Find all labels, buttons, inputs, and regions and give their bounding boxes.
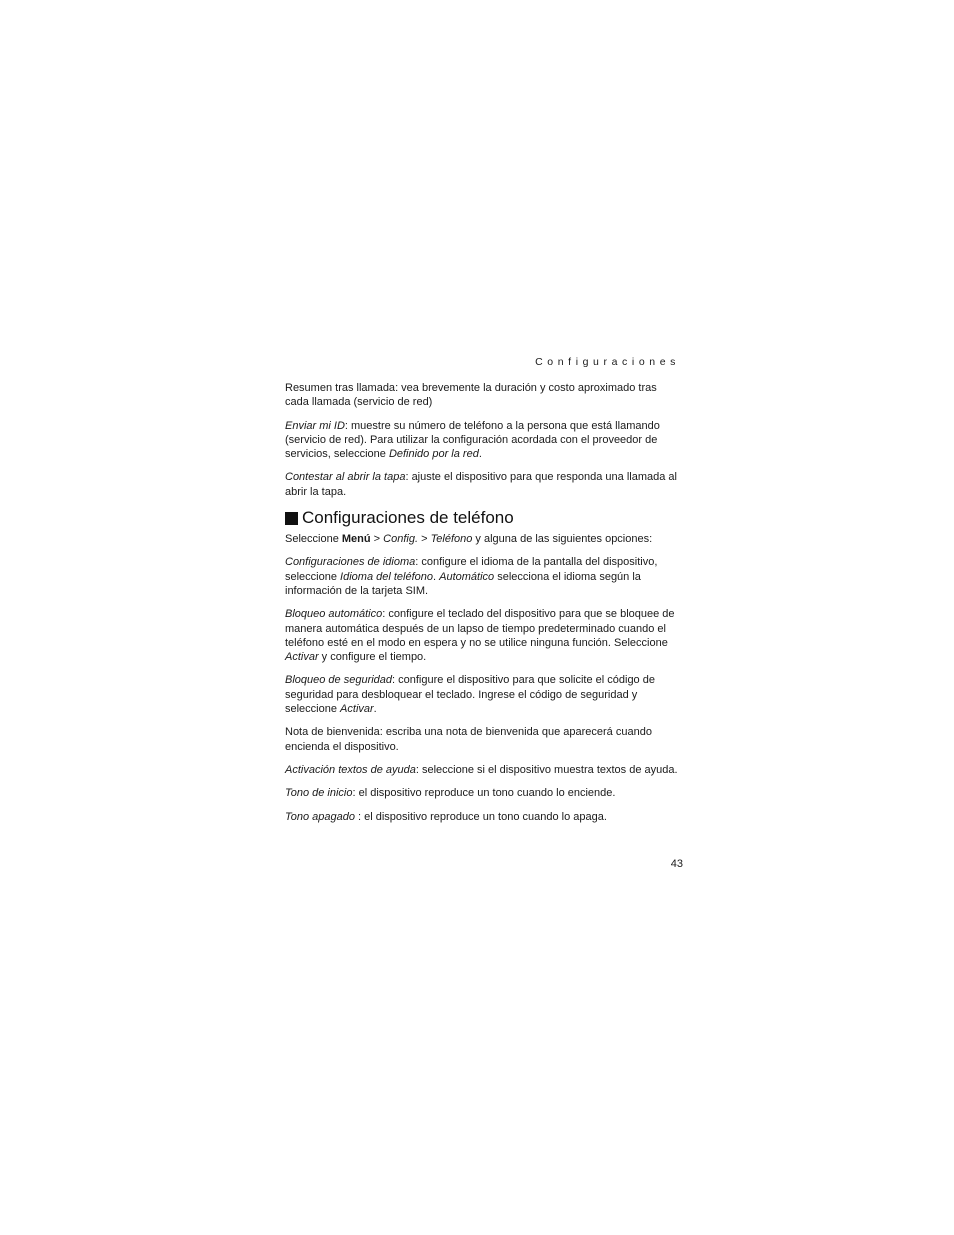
option-configuraciones-de-idioma	[285, 555, 680, 598]
option-value: Activar	[285, 651, 319, 664]
square-bullet-icon	[285, 512, 298, 525]
option-term: Tono de inicio	[285, 787, 353, 800]
option-text: .	[433, 570, 440, 583]
option-nota-de-bienvenida	[285, 725, 680, 754]
paragraph-text-end: .	[478, 448, 482, 461]
option-value: Automático	[439, 570, 495, 583]
option-bloqueo-automatico	[285, 607, 680, 664]
option-text: : el dispositivo reproduce un tono cuando lo enciende.	[352, 787, 616, 800]
paragraph-text: : ajuste el dispositivo para que responda una llamada al abrir la tapa.	[285, 471, 677, 498]
paragraph-contestar-al-abrir-la-tapa	[285, 470, 680, 499]
paragraph-resumen-tras-llamada	[285, 381, 680, 410]
option-text-end: y configure el tiempo.	[318, 651, 427, 664]
menu-path-telefono: Teléfono	[430, 533, 473, 546]
option-text-end: selecciona el idioma según la información de la tarjeta SIM.	[285, 570, 641, 597]
menu-path-separator: >	[370, 533, 384, 546]
section-heading	[285, 508, 680, 528]
menu-path-separator: >	[418, 533, 431, 546]
page-content	[285, 381, 680, 833]
option-activacion-textos-de-ayuda	[285, 763, 680, 777]
option-term: Bloqueo de seguridad	[285, 674, 393, 687]
option-text: : seleccione si el dispositivo muestra textos de ayuda.	[415, 763, 678, 776]
option-tono-de-inicio	[285, 786, 680, 800]
intro-text: Seleccione	[285, 533, 342, 546]
option-term: Tono apagado	[285, 810, 358, 823]
section-title: Configuraciones de teléfono	[302, 508, 514, 528]
page-number: 43	[670, 858, 683, 870]
option-text: : configure el idioma de la pantalla del dispositivo, seleccione	[285, 556, 658, 583]
paragraph-enviar-mi-id	[285, 419, 680, 462]
section-intro	[285, 532, 680, 546]
paragraph-term: Enviar mi ID	[285, 419, 345, 432]
menu-path-menu: Menú	[341, 533, 371, 546]
option-value: Idioma del teléfono	[340, 570, 433, 583]
option-text: : configure el dispositivo para que solicite el código de seguridad para desbloquear el teclado. Ingrese el código de seguridad y seleccione	[285, 674, 655, 716]
option-term: Bloqueo automático	[285, 608, 383, 621]
paragraph-lead: Resumen tras llamada	[285, 382, 396, 394]
running-header: Configuraciones	[535, 356, 680, 368]
option-value: Activar	[340, 703, 374, 716]
option-text: : configure el teclado del dispositivo para que se bloquee de manera automática después de un lapso de tiempo predeterminado cuando el teléfono esté en el modo en espera y no se utilice ninguna función. Seleccione	[285, 608, 675, 649]
option-text: : escriba una nota de bienvenida que aparecerá cuando encienda el dispositivo.	[285, 726, 652, 753]
menu-path-config: Config.	[383, 533, 419, 546]
paragraph-text: : vea brevemente la duración y costo aproximado tras cada llamada (servicio de red)	[285, 382, 657, 409]
option-tono-apagado	[285, 810, 680, 824]
option-text-end: .	[373, 703, 377, 716]
option-bloqueo-de-seguridad	[285, 673, 680, 716]
paragraph-term: Contestar al abrir la tapa	[285, 471, 406, 484]
paragraph-text: : muestre su número de teléfono a la persona que está llamando (servicio de red). Para utilizar la configuración acordada con el proveedor de servicios, seleccione	[285, 419, 660, 461]
option-text: : el dispositivo reproduce un tono cuando lo apaga.	[358, 810, 607, 823]
option-term: Configuraciones de idioma	[285, 556, 416, 569]
paragraph-option: Definido por la red	[388, 448, 479, 461]
intro-text-end: y alguna de las siguientes opciones:	[472, 533, 653, 546]
option-term: Activación textos de ayuda	[285, 763, 416, 776]
option-lead: Nota de bienvenida	[285, 726, 380, 739]
